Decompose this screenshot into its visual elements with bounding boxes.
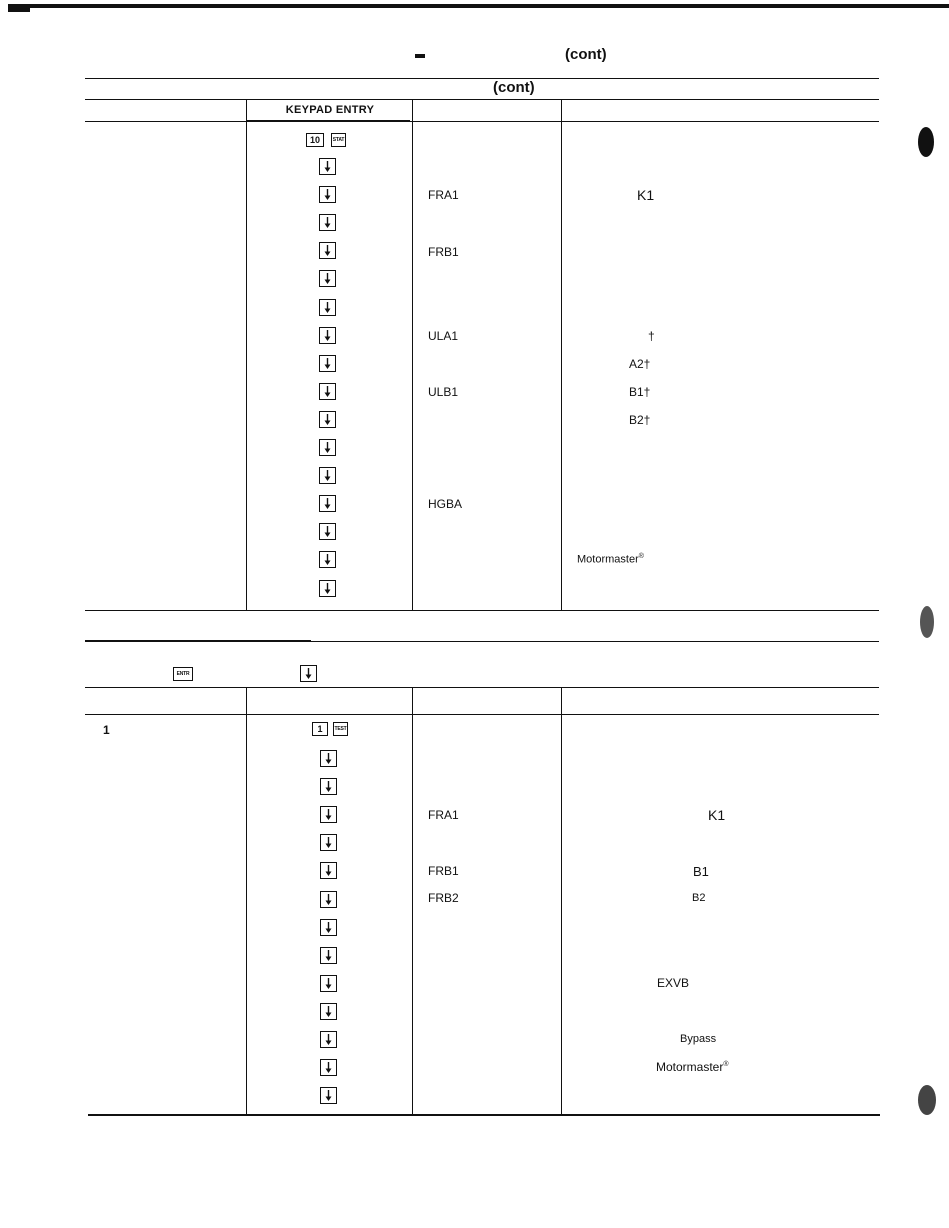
t2-step-1: 1 (103, 723, 110, 737)
down-arrow-key-icon (320, 919, 337, 936)
registered-mark: ® (723, 1061, 729, 1068)
down-arrow-key-icon (320, 1087, 337, 1104)
table2-bottom-rule (88, 1114, 880, 1116)
down-arrow-key-icon (319, 467, 336, 484)
down-arrow-key-icon (320, 806, 337, 823)
registered-mark: ® (638, 553, 644, 560)
down-arrow-key-icon (319, 580, 336, 597)
keypad-entry-header: KEYPAD ENTRY (285, 104, 375, 116)
table2-col-divider-1 (246, 687, 247, 1115)
down-arrow-key-icon (319, 551, 336, 568)
key-10: 10 (306, 133, 324, 147)
down-arrow-key-icon (320, 750, 337, 767)
down-arrow-key-icon (320, 947, 337, 964)
binding-hole-middle (920, 606, 934, 638)
down-arrow-key-icon (319, 383, 336, 400)
top-border (8, 4, 949, 8)
table1-col-divider-2 (412, 99, 413, 611)
down-arrow-key-icon (319, 242, 336, 259)
table1-header-bottom-rule (85, 121, 879, 122)
down-arrow-key-icon (319, 214, 336, 231)
table1-top-rule (85, 78, 879, 79)
t1-motormaster: Motormaster® (577, 553, 644, 566)
down-arrow-key-icon (319, 186, 336, 203)
t1-dagger: † (648, 329, 655, 343)
t2-b2: B2 (692, 892, 706, 904)
down-arrow-key-icon (319, 327, 336, 344)
down-arrow-key-icon (320, 862, 337, 879)
down-arrow-key-icon (320, 1031, 337, 1048)
down-arrow-key-icon (300, 665, 317, 682)
t1-k1: K1 (637, 187, 655, 203)
t1-hgba: HGBA (428, 497, 463, 511)
table2-col-divider-3 (561, 687, 562, 1115)
down-arrow-key-icon (320, 1059, 337, 1076)
t2-bypass: Bypass (680, 1033, 717, 1045)
down-arrow-key-icon (319, 270, 336, 287)
table1-header-top-rule (85, 99, 879, 100)
table2-col-divider-2 (412, 687, 413, 1115)
t2-motormaster: Motormaster® (656, 1060, 729, 1074)
binding-hole-bottom (918, 1085, 936, 1115)
t1-frb1: FRB1 (428, 245, 459, 259)
down-arrow-key-icon (319, 355, 336, 372)
t1-fra1: FRA1 (428, 188, 459, 202)
table2-title-rule (85, 640, 311, 642)
down-arrow-key-icon (320, 778, 337, 795)
t2-b1: B1 (693, 864, 709, 879)
header-dash (415, 54, 425, 58)
table2-header-bottom-rule (85, 714, 879, 715)
down-arrow-key-icon (319, 299, 336, 316)
key-stat: STAT (331, 133, 346, 147)
down-arrow-key-icon (320, 834, 337, 851)
t2-k1: K1 (708, 807, 726, 823)
t2-fra1: FRA1 (428, 808, 459, 822)
down-arrow-key-icon (319, 495, 336, 512)
down-arrow-key-icon (319, 158, 336, 175)
t2-frb2: FRB2 (428, 891, 459, 905)
down-arrow-key-icon (320, 891, 337, 908)
down-arrow-key-icon (319, 439, 336, 456)
down-arrow-key-icon (320, 1003, 337, 1020)
table1-bottom-rule (85, 610, 879, 611)
t2-exvb: EXVB (657, 976, 690, 990)
header-cont: (cont) (565, 46, 607, 63)
down-arrow-key-icon (319, 411, 336, 428)
down-arrow-key-icon (320, 975, 337, 992)
table1-col-divider-1 (246, 99, 247, 611)
key-test: TEST (333, 722, 348, 736)
t2-frb1: FRB1 (428, 864, 459, 878)
t1-ula1: ULA1 (428, 329, 459, 343)
t1-ulb1: ULB1 (428, 385, 459, 399)
top-border-tick (8, 8, 30, 12)
key-entr: ENTR (173, 667, 193, 681)
down-arrow-key-icon (319, 523, 336, 540)
key-1: 1 (312, 722, 328, 736)
t1-a2: A2† (629, 357, 651, 371)
t1-b2: B2† (629, 413, 651, 427)
binding-hole-top (918, 127, 934, 157)
table2-header-top-rule (85, 687, 879, 688)
table1-col-divider-3 (561, 99, 562, 611)
t1-b1: B1† (629, 385, 651, 399)
table1-title-cont: (cont) (493, 79, 535, 96)
